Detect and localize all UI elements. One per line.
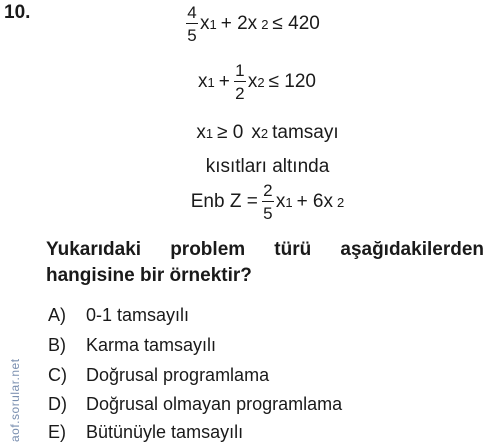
subscript: 1 bbox=[205, 125, 214, 141]
relation: ≤ 120 bbox=[268, 71, 316, 92]
objective-function bbox=[150, 182, 385, 222]
option-d[interactable] bbox=[48, 394, 342, 415]
subscript: 1 bbox=[209, 16, 217, 32]
variable-x: x bbox=[275, 191, 286, 212]
relation: ≥ 0 bbox=[217, 122, 244, 143]
option-text: Doğrusal olmayan programlama bbox=[86, 394, 343, 414]
fraction-numerator: 1 bbox=[235, 61, 245, 80]
subscript: 2 bbox=[261, 16, 269, 32]
fraction-denominator: 5 bbox=[187, 26, 197, 45]
question-stem-line-1: Yukarıdaki problem türü aşağıdakilerden bbox=[46, 239, 484, 260]
watermark: aof.sorular.net bbox=[8, 358, 22, 442]
fraction-2-5 bbox=[262, 182, 274, 222]
subscript: 2 bbox=[260, 125, 269, 141]
term-6x: + 6x bbox=[296, 191, 334, 212]
fraction-denominator: 2 bbox=[235, 84, 245, 103]
subscript: 2 bbox=[337, 194, 345, 210]
integer-label: tamsayı bbox=[272, 122, 339, 143]
option-label: B) bbox=[48, 335, 66, 355]
fraction-denominator: 5 bbox=[263, 204, 273, 223]
option-label: C) bbox=[48, 365, 67, 385]
fraction-1-2 bbox=[234, 62, 246, 102]
relation: ≤ 420 bbox=[272, 13, 320, 34]
option-text: 0-1 tamsayılı bbox=[86, 305, 190, 325]
question-number: 10. bbox=[4, 2, 31, 23]
fraction-4-5 bbox=[186, 4, 198, 44]
option-e[interactable] bbox=[48, 422, 243, 443]
option-b[interactable] bbox=[48, 335, 216, 356]
option-text: Karma tamsayılı bbox=[86, 335, 217, 355]
variable-x: x bbox=[196, 122, 206, 143]
nonnegativity-constraint bbox=[150, 122, 385, 144]
subject-to-label: kısıtları altında bbox=[205, 156, 330, 177]
constraint-1 bbox=[186, 4, 350, 44]
option-text: Bütünüyle tamsayılı bbox=[86, 422, 244, 442]
variable-x: x bbox=[198, 71, 208, 92]
option-label: A) bbox=[48, 305, 66, 325]
question-stem-line-2: hangisine bir örnektir? bbox=[46, 265, 252, 286]
option-c[interactable] bbox=[48, 365, 269, 386]
option-text: Doğrusal programlama bbox=[86, 365, 270, 385]
subscript: 1 bbox=[207, 74, 215, 90]
plus-sign: + bbox=[218, 71, 230, 92]
option-a[interactable] bbox=[48, 305, 189, 326]
term-2x: + 2x bbox=[220, 13, 258, 34]
subscript: 2 bbox=[257, 74, 265, 90]
subject-to-text bbox=[150, 156, 385, 178]
variable-x: x bbox=[247, 71, 258, 92]
subscript: 1 bbox=[285, 194, 293, 210]
variable-x: x bbox=[200, 13, 210, 34]
option-label: D) bbox=[48, 394, 67, 414]
objective-lead: Enb Z = bbox=[190, 191, 258, 212]
constraint-2 bbox=[198, 62, 362, 102]
fraction-numerator: 2 bbox=[263, 181, 273, 200]
variable-x: x bbox=[251, 122, 261, 143]
option-label: E) bbox=[48, 422, 66, 442]
fraction-numerator: 4 bbox=[187, 3, 197, 22]
